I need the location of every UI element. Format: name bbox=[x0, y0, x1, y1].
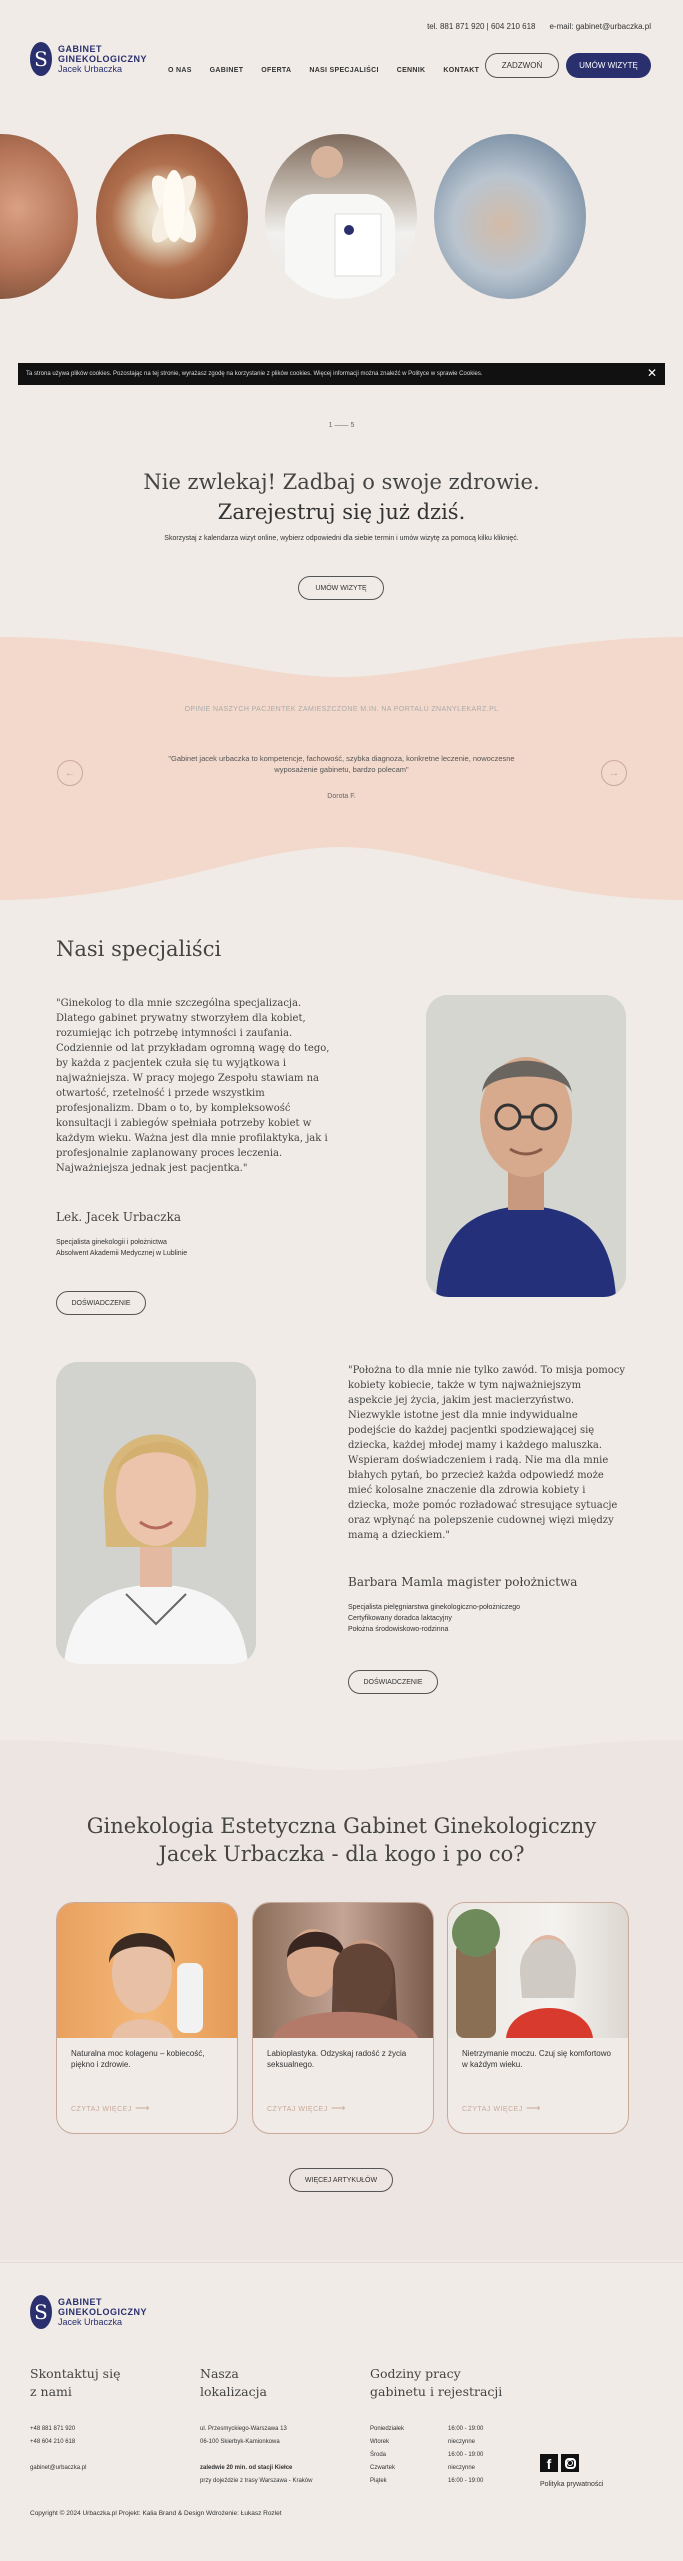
article-text-incontinence: Nietrzymanie moczu. Czuj się komfortowo w każdym wieku. bbox=[462, 2049, 611, 2069]
hours-day: Piątek bbox=[370, 2478, 387, 2484]
article-card-labioplasty[interactable] bbox=[252, 1902, 434, 2134]
couple-figure bbox=[253, 1903, 433, 2038]
nav-item-specjalisci[interactable]: NASI SPECJALIŚCI bbox=[309, 67, 379, 74]
article-text-collagen: Naturalna moc kolagenu – kobiecość, piękno i zdrowie. bbox=[71, 2049, 205, 2069]
article-image-labioplasty bbox=[253, 1903, 433, 2038]
footer-hours-heading-line2: gabinetu i rejestracji bbox=[370, 2384, 503, 2399]
hours-row bbox=[370, 2462, 510, 2475]
review-next-arrow-icon[interactable]: → bbox=[601, 760, 627, 786]
hours-time: 16:00 - 19:00 bbox=[448, 2478, 484, 2484]
midwife-experience-button[interactable]: DOŚWIADCZENIE bbox=[348, 1670, 438, 1694]
article-more-link-incontinence[interactable]: CZYTAJ WIĘCEJ ⟶ bbox=[462, 2103, 541, 2114]
doctor-experience-button[interactable]: DOŚWIADCZENIE bbox=[56, 1291, 146, 1315]
footer-email[interactable]: gabinet@urbaczka.pl bbox=[30, 2465, 87, 2471]
gallery-image-doctor bbox=[265, 134, 417, 299]
nav-item-o-nas[interactable]: O NAS bbox=[168, 67, 192, 74]
cookie-close-icon[interactable]: ✕ bbox=[646, 366, 657, 380]
midwife-quote: "Położna to dla mnie nie tylko zawód. To misja pomocy kobiety kobiecie, także w tym najważniejszym aspekcie jej życia, jakim jest macierzyństwo. Niezwykle istotne jest dla mnie indywidualne podejście do każdej pacjentki spodziewającej się dziecka, każdej młodej mamy i każdego maluszka. Wspieram doświadczeniem i radą. Nie ma dla mnie błahych pytań, bo przecież każda odpowiedź może mieć kolosalne znaczenie dla zdrowia kobiety i dziecka, może pomóc rozładować stresujące sytuacje oraz wpłynąć na polepszenie cudownej więzi między mamą a dzieckiem." bbox=[348, 1365, 625, 1541]
midwife-desc-line1: Specjalista pielęgniarstwa ginekologiczno-położniczego bbox=[348, 1604, 520, 1611]
signup-subtitle: Skorzystaj z kalendarza wizyt online, wybierz odpowiedni dla siebie termin i umów wizytę za pomocą kilku kliknięć. bbox=[164, 535, 519, 542]
article-card-collagen[interactable] bbox=[56, 1902, 238, 2134]
logo-line1: GABINET bbox=[58, 44, 102, 54]
article-text-labioplasty: Labioplastyka. Odzyskaj radość z życia seksualnego. bbox=[267, 2049, 407, 2069]
signup-book-button[interactable]: UMÓW WIZYTĘ bbox=[298, 576, 384, 600]
article-card-incontinence[interactable] bbox=[447, 1902, 629, 2134]
doctor-figure bbox=[265, 134, 417, 299]
cookie-text: Ta strona używa plików cookies. Pozostając na tej stronie, wyrażasz zgodę na korzystanie z plików cookies. Więcej informacji można znaleźć w Polityce w sprawie Cookies. bbox=[26, 371, 483, 377]
footer-location-heading-line1: Nasza bbox=[200, 2366, 239, 2381]
aesthetic-title-line2: Jacek Urbaczka - dla kogo i po co? bbox=[158, 1842, 525, 1866]
footer-location-heading bbox=[200, 2365, 267, 2401]
hours-time: 16:00 - 19:00 bbox=[448, 2452, 484, 2458]
facebook-icon[interactable]: f bbox=[540, 2454, 558, 2472]
footer-location-heading-line2: lokalizacja bbox=[200, 2384, 267, 2399]
doctor-desc-line1: Specjalista ginekologii i położnictwa bbox=[56, 1239, 167, 1246]
footer-contact-details bbox=[30, 2423, 86, 2475]
footer-hours-heading-line1: Godziny pracy bbox=[370, 2366, 461, 2381]
footer-logo-text bbox=[58, 2297, 147, 2327]
collagen-figure bbox=[57, 1903, 237, 2038]
signup-heading-line1: Nie zwlekaj! Zadbaj o swoje zdrowie. bbox=[143, 470, 540, 494]
doctor-desc-line2: Absolwent Akademii Medycznej w Lublinie bbox=[56, 1250, 188, 1257]
hours-time: nieczynne bbox=[448, 2465, 476, 2471]
hours-row bbox=[370, 2423, 510, 2436]
footer-note-line1: zaledwie 20 min. od stacji Kiełce bbox=[200, 2465, 293, 2471]
footer-contact-heading-line1: Skontaktuj się bbox=[30, 2366, 121, 2381]
footer-hours-heading bbox=[370, 2365, 502, 2401]
footer-logo[interactable] bbox=[30, 2295, 147, 2329]
midwife-name: Barbara Mamla magister położnictwa bbox=[348, 1575, 578, 1589]
logo-line3: Jacek Urbaczka bbox=[58, 64, 123, 74]
specialists-title: Nasi specjaliści bbox=[56, 937, 222, 961]
footer-hours-table bbox=[370, 2423, 510, 2488]
review-author: Dorota F. bbox=[327, 793, 356, 800]
privacy-policy-link[interactable]: Polityka prywatności bbox=[540, 2481, 604, 2488]
logo-mark-icon: S bbox=[30, 42, 52, 76]
footer-logo-line2: GINEKOLOGICZNY bbox=[58, 2307, 148, 2317]
footer-logo-line3: Jacek Urbaczka bbox=[58, 2317, 123, 2327]
call-button[interactable]: ZADZWOŃ bbox=[485, 53, 559, 78]
doctor-name: Lek. Jacek Urbaczka bbox=[56, 1210, 181, 1224]
doctor-description bbox=[56, 1237, 187, 1259]
doctor-photo bbox=[426, 995, 626, 1297]
midwife-photo bbox=[56, 1362, 256, 1664]
footer-address-line2: 06-100 Skierbyk-Kamionkowa bbox=[200, 2439, 280, 2445]
footer-note-line2: przy dojeździe z trasy Warszawa - Kraków bbox=[200, 2478, 313, 2484]
social-links bbox=[540, 2454, 579, 2472]
nav-item-gabinet[interactable]: GABINET bbox=[209, 67, 244, 74]
lily-flower-icon bbox=[96, 134, 248, 299]
hours-row bbox=[370, 2436, 510, 2449]
header-email[interactable]: e-mail: gabinet@urbaczka.pl bbox=[549, 22, 651, 31]
site-logo[interactable] bbox=[30, 42, 147, 76]
footer-contact-heading bbox=[30, 2365, 121, 2401]
hours-day: Poniedziałek bbox=[370, 2426, 405, 2432]
footer-phone2[interactable]: +48 604 210 618 bbox=[30, 2439, 76, 2445]
midwife-description bbox=[348, 1602, 520, 1635]
reviews-title: OPINIE NASZYCH PACJENTEK ZAMIESZCZONE M.IN. NA PORTALU ZNANYLEKARZ.PL bbox=[184, 706, 499, 713]
hours-day: Środa bbox=[370, 2452, 387, 2458]
logo-line2: GINEKOLOGICZNY bbox=[58, 54, 148, 64]
logo-text bbox=[58, 44, 147, 74]
gallery-image-mother-baby bbox=[0, 134, 78, 299]
review-quote: "Gabinet jacek urbaczka to kompetencje, fachowość, szybka diagnoza, konkretne leczenie, nowoczesne wyposażenie gabinetu, bardzo polecam" bbox=[168, 754, 515, 774]
contact-topbar bbox=[427, 22, 651, 31]
nav-item-cennik[interactable]: CENNIK bbox=[396, 67, 426, 74]
more-articles-button[interactable]: WIĘCEJ ARTYKUŁÓW bbox=[289, 2168, 393, 2192]
footer-phone1[interactable]: +48 881 871 920 bbox=[30, 2426, 76, 2432]
footer-contact-heading-line2: z nami bbox=[30, 2384, 72, 2399]
article-image-incontinence bbox=[448, 1903, 628, 2038]
hours-row bbox=[370, 2449, 510, 2462]
gallery-pager[interactable]: 1 —— 5 bbox=[328, 422, 355, 429]
aesthetic-title bbox=[0, 1812, 683, 1868]
footer-copyright: Copyright © 2024 Urbaczka.pl Projekt: Kalia Brand & Design Wdrożenie: Łukasz Rozlet bbox=[30, 2510, 282, 2517]
instagram-icon[interactable] bbox=[561, 2454, 579, 2472]
hours-row bbox=[370, 2475, 510, 2488]
article-more-link-labioplasty[interactable]: CZYTAJ WIĘCEJ ⟶ bbox=[267, 2103, 346, 2114]
hours-time: nieczynne bbox=[448, 2439, 476, 2445]
footer-logo-line1: GABINET bbox=[58, 2297, 102, 2307]
midwife-desc-line3: Położna środowiskowo-rodzinna bbox=[348, 1626, 449, 1633]
doctor-quote: "Ginekolog to dla mnie szczególna specjalizacja. Dlatego gabinet prywatny stworzyłem dla kobiet, rozumiejąc ich potrzebę intymności i zaufania. Codziennie od lat przykładam ogromną wagę do tego, by każda z pacjentek czuła się tu wyjątkowa i najważniejsza. W pracy mojego Zespołu stawiam na otwartość, rzetelność i przede wszystkim profesjonalizm. Dbam o to, by kompleksowość konsultacji i zabiegów spełniała potrzeby kobiet w każdym wieku. Ważna jest dla mnie profilaktyka, jak i profesjonalnie zaplanowany proces leczenia. Najważniejsza jednak jest pacjentka." bbox=[56, 998, 330, 1174]
review-prev-arrow-icon[interactable]: ← bbox=[57, 760, 83, 786]
hours-day: Wtorek bbox=[370, 2439, 390, 2445]
hours-day: Czwartek bbox=[370, 2465, 396, 2471]
footer-address bbox=[200, 2423, 312, 2488]
footer-address-line1: ul. Przesmyckiego-Warszawa 13 bbox=[200, 2426, 287, 2432]
nav-item-oferta[interactable]: OFERTA bbox=[261, 67, 292, 74]
footer-logo-mark-icon: S bbox=[30, 2295, 52, 2329]
hours-time: 16:00 - 19:00 bbox=[448, 2426, 484, 2432]
senior-woman-figure bbox=[448, 1903, 628, 2038]
nav-item-kontakt[interactable]: KONTAKT bbox=[443, 67, 480, 74]
article-image-collagen bbox=[57, 1903, 237, 2038]
aesthetic-title-line1: Ginekologia Estetyczna Gabinet Ginekologiczny bbox=[86, 1814, 597, 1838]
book-visit-button[interactable]: UMÓW WIZYTĘ bbox=[566, 53, 651, 78]
midwife-portrait bbox=[56, 1362, 256, 1664]
midwife-desc-line2: Certyfikowany doradca laktacyjny bbox=[348, 1615, 452, 1622]
signup-heading-line2: Zarejestruj się już dziś. bbox=[217, 500, 466, 524]
article-more-link-collagen[interactable]: CZYTAJ WIĘCEJ ⟶ bbox=[71, 2103, 150, 2114]
cookie-banner bbox=[18, 363, 665, 385]
header-phone[interactable]: tel. 881 871 920 | 604 210 618 bbox=[427, 22, 536, 31]
main-nav bbox=[168, 67, 479, 74]
doctor-portrait bbox=[426, 995, 626, 1297]
gallery-image-lily bbox=[96, 134, 248, 299]
gallery-image-procedure bbox=[434, 134, 586, 299]
